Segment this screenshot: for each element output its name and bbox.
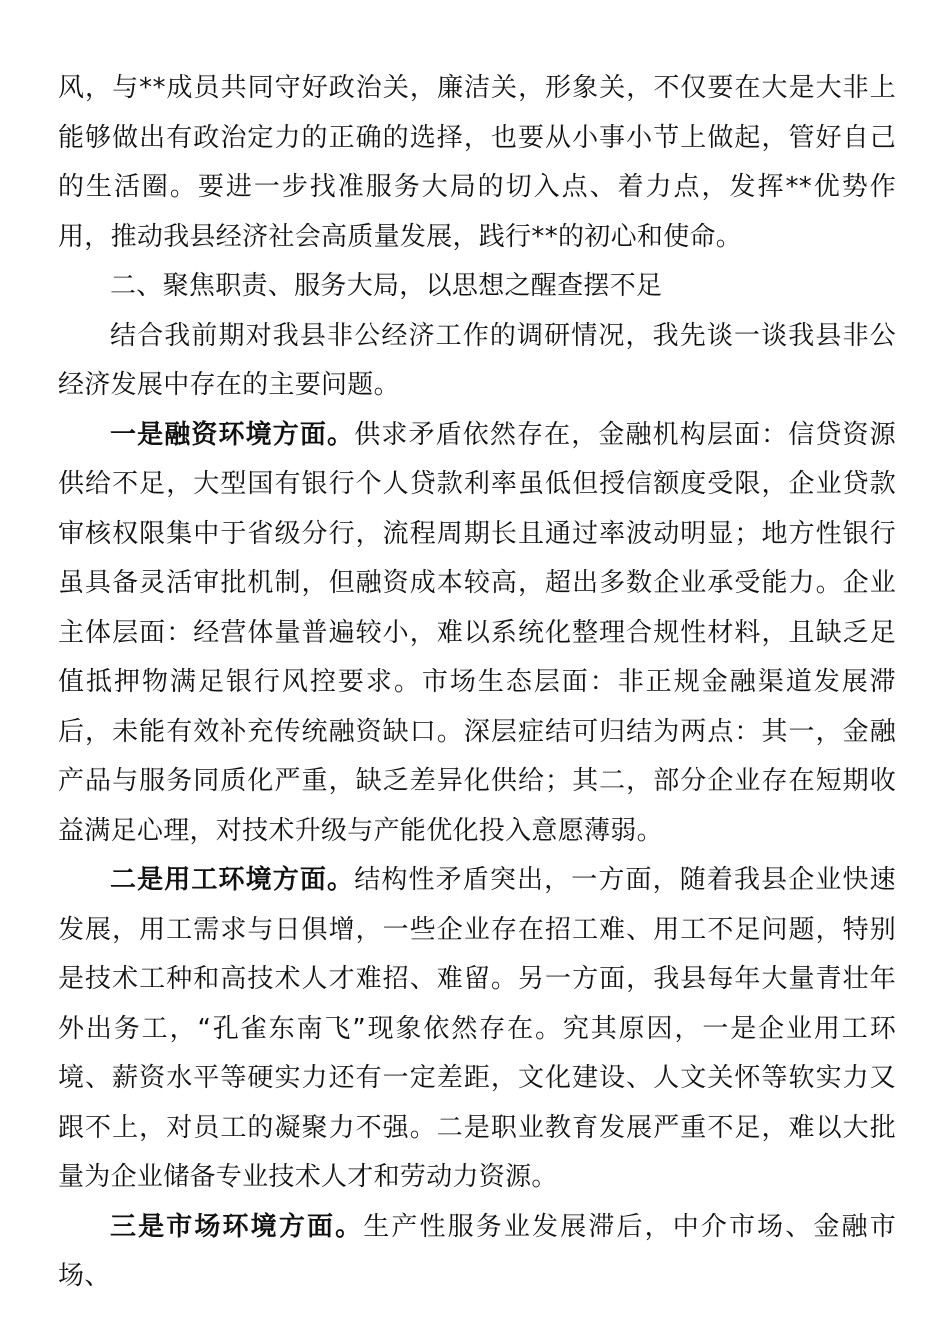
- paragraph-text: 供求矛盾依然存在，金融机构层面：信贷资源供给不足，大型国有银行个人贷款利率虽低但授信额度受限，企业贷款审核权限集中于省级分行，流程周期长且通过率波动明显；地方性银行虽具备灵活审批机制，但融资成本较高，超出多数企业承受能力。企业主体层面：经营体量普遍较小，难以系统化整理合规性材料，且缺乏足值抵押物满足银行风控要求。市场生态层面：非正规金融渠道发展滞后，未能有效补充传统融资缺口。深层症结可归结为两点：其一，金融产品与服务同质化严重，缺乏差异化供给；其二，部分企业存在短期收益满足心理，对技术升级与产能优化投入意愿薄弱。: [58, 419, 896, 846]
- paragraph-text: 结合我前期对我县非公经济工作的调研情况，我先谈一谈我县非公经济发展中存在的主要问题。: [58, 320, 896, 400]
- paragraph-intro: [58, 312, 896, 411]
- document-body: [58, 64, 896, 1302]
- section-heading: [58, 262, 896, 312]
- section-heading-text: 二、聚焦职责、服务大局，以思想之醒查摆不足: [110, 271, 663, 301]
- paragraph-lead: 二是用工环境方面。: [110, 865, 355, 895]
- paragraph-text: 风，与**成员共同守好政治关，廉洁关，形象关，不仅要在大是大非上能够做出有政治定力的正确的选择，也要从小事小节上做起，管好自己的生活圈。要进一步找准服务大局的切入点、着力点，发挥**优势作用，推动我县经济社会高质量发展，践行**的初心和使命。: [58, 73, 896, 252]
- paragraph-text: 结构性矛盾突出，一方面，随着我县企业快速发展，用工需求与日俱增，一些企业存在招工难、用工不足问题，特别是技术工种和高技术人才难招、难留。另一方面，我县每年大量青壮年外出务工，“孔雀东南飞”现象依然存在。究其原因，一是企业用工环境、薪资水平等硬实力还有一定差距，文化建设、人文关怀等软实力又跟不上，对员工的凝聚力不强。二是职业教育发展严重不足，难以大批量为企业储备专业技术人才和劳动力资源。: [58, 865, 896, 1192]
- paragraph-continuation: [58, 64, 896, 262]
- paragraph-employment: [58, 856, 896, 1203]
- paragraph-market: [58, 1203, 896, 1302]
- paragraph-lead: 一是融资环境方面。: [110, 419, 355, 450]
- paragraph-financing: [58, 411, 896, 857]
- paragraph-lead: 三是市场环境方面。: [110, 1211, 364, 1242]
- paragraph-text: 生产性服务业发展滞后，中介市场、金融市场、: [58, 1211, 896, 1291]
